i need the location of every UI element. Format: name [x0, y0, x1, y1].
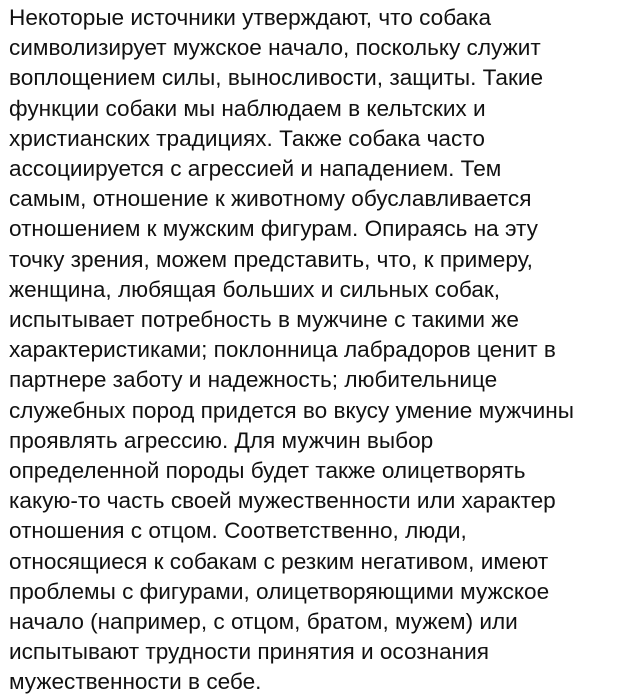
- text-line: проявлять агрессию. Для мужчин выбор: [9, 427, 434, 453]
- text-line: испытывает потребность в мужчине с такими же: [9, 307, 519, 333]
- text-line: христианских традициях. Также собака часто: [9, 125, 485, 151]
- text-line: точку зрения, можем представить, что, к примеру,: [9, 246, 533, 272]
- text-line: ассоциируется с агрессией и нападением. Тем: [9, 156, 502, 182]
- text-line: воплощением силы, выносливости, защиты. Такие: [9, 65, 544, 91]
- text-line: относящиеся к собакам с резким негативом, имеют: [9, 548, 549, 574]
- article-paragraph: [9, 3, 639, 698]
- text-line: начало (например, с отцом, братом, мужем) или: [9, 609, 518, 635]
- text-line: отношения с отцом. Соответственно, люди,: [9, 518, 467, 544]
- text-line: партнере заботу и надежность; любительнице: [9, 367, 498, 393]
- text-line: женщина, любящая больших и сильных собак,: [9, 276, 501, 302]
- text-line: характеристиками; поклонница лабрадоров ценит в: [9, 337, 556, 363]
- text-line: испытывают трудности принятия и осознания: [9, 639, 490, 665]
- text-line: служебных пород придется во вкусу умение мужчины: [9, 397, 574, 423]
- text-line: проблемы с фигурами, олицетворяющими мужское: [9, 578, 550, 604]
- text-line: отношением к мужским фигурам. Опираясь на эту: [9, 216, 538, 242]
- text-line: мужественности в себе.: [9, 669, 262, 695]
- text-line: символизирует мужское начало, поскольку служит: [9, 35, 541, 61]
- text-line: какую-то часть своей мужественности или характер: [9, 488, 556, 514]
- text-line: Некоторые источники утверждают, что собака: [9, 5, 492, 30]
- text-line: функции собаки мы наблюдаем в кельтских и: [9, 95, 486, 121]
- text-line: определенной породы будет также олицетворять: [9, 458, 526, 484]
- text-line: самым, отношение к животному обуславливается: [9, 186, 532, 212]
